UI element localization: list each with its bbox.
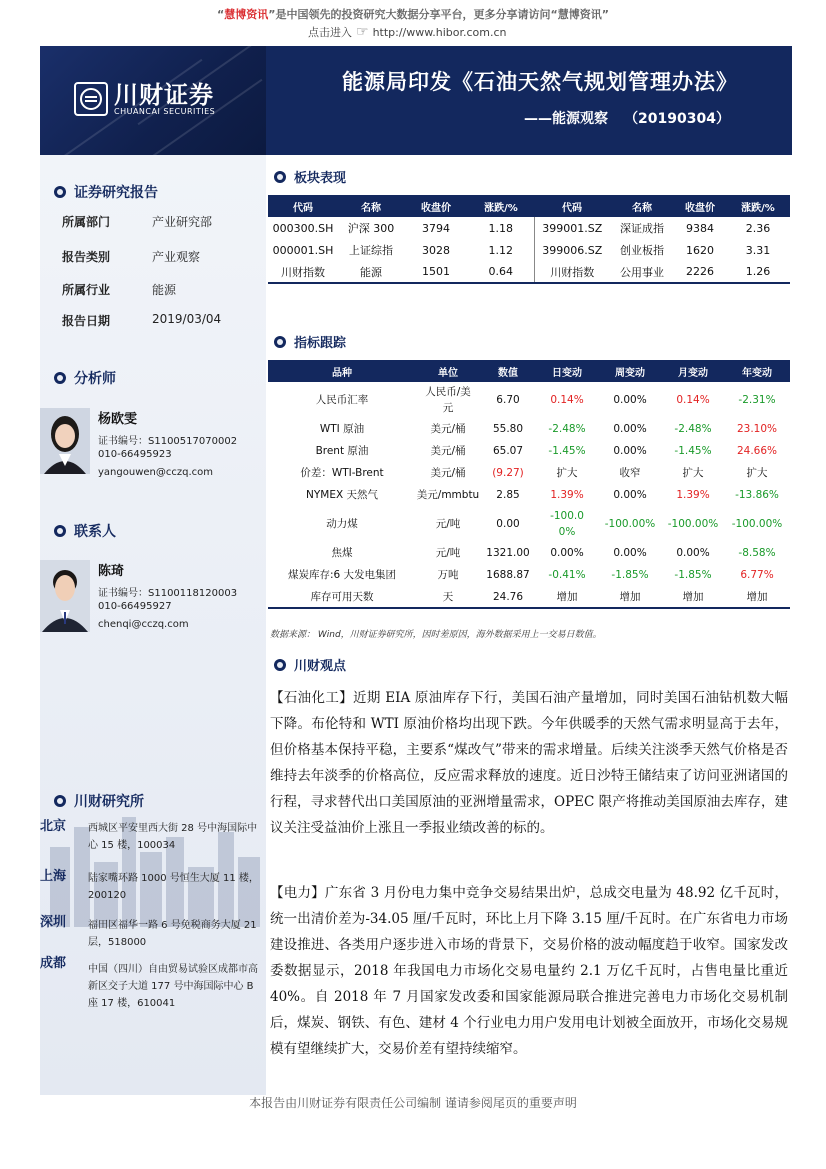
- table-cell: -2.48%: [674, 423, 712, 435]
- table-cell: Brent 原油: [315, 445, 369, 457]
- view-paragraph-power: 【电力】广东省 3 月份电力集中竞争交易结果出炉，总成交电量为 48.92 亿千瓦时，统一出清价差为-34.05 厘/千瓦时，环比上月下降 3.15 厘/千瓦时。在广东省电力市场建设推进、各类用户逐步进入市场的背景下，交易价格的波动幅度趋于收窄。国家发改委数据显示，2018 年我国电力市场化交易电量约 2.1 万亿千瓦时，占售电量比重近 40%。自 2018 年 7 月国家发改委和国家能源局联合推进完善电力市场化交易机制后，煤炭、钢铁、有色、建材 4 个行业电力用户发用电计划被全面放开，市场化交易规模有望继续扩大，交易价差有望持续缩窄。: [270, 885, 788, 1057]
- table-cell: (9.27): [492, 467, 524, 479]
- table-row: [268, 564, 790, 586]
- table-cell: 0.00%: [550, 547, 584, 559]
- table-row: [268, 382, 790, 418]
- table-cell: 2.85: [496, 489, 520, 501]
- table-cell: -1.45%: [548, 445, 586, 457]
- office-city-shenzhen: 深圳: [40, 915, 67, 930]
- table-cell: -100.00%: [731, 518, 783, 530]
- sector-heading: 板块表现: [274, 167, 346, 186]
- sector-table: [268, 195, 790, 284]
- banner-brand[interactable]: 慧博资讯: [224, 8, 269, 21]
- office-city-beijing: 北京: [40, 819, 67, 834]
- contact-phone: 010-66495927: [98, 601, 172, 612]
- analyst-phone: 010-66495923: [98, 449, 172, 460]
- report-subtitle-date: （20190304）: [624, 111, 730, 127]
- office-address-chengdu: 中国（四川）自由贸易试验区成都市高新区交子大道 177 号中海国际中心 B 座 17 楼，610041: [88, 964, 258, 1009]
- logo-name-cn: 川财证券: [114, 80, 214, 109]
- section-bullet-icon: [274, 171, 286, 183]
- info-row-date: 报告日期 2019/03/04: [62, 312, 222, 328]
- logo-mark-icon: [74, 82, 108, 116]
- table-cell: 增加: [746, 590, 768, 603]
- table-cell: 扩大: [746, 467, 768, 479]
- indicators-table: [268, 360, 790, 609]
- analyst-cert: 证书编号：S1100517070002: [98, 436, 238, 447]
- table-cell: 1321.00: [486, 547, 530, 559]
- top-banner: [0, 0, 826, 46]
- report-section-heading: 证券研究报告: [54, 182, 158, 202]
- table-cell: -100.0 0%: [550, 510, 584, 538]
- analyst-email[interactable]: yangouwen@cczq.com: [98, 467, 213, 478]
- table-cell: 万吨: [437, 569, 459, 581]
- info-row-department: 所属部门 产业研究部: [62, 215, 213, 229]
- contact-section-heading: 联系人: [54, 521, 116, 541]
- table-cell: 人民币/美 元: [425, 386, 471, 414]
- table-cell: 美元/桶: [430, 467, 466, 479]
- table-cell: 天: [442, 590, 454, 603]
- logo-name-en: CHUANCAI SECURITIES: [114, 106, 216, 116]
- section-bullet-icon: [54, 372, 66, 384]
- contact-card: [40, 560, 266, 640]
- table-row: 000001.SH 上证综指 3028 1.12 399006.SZ 创业板指 1620 3.31: [268, 239, 790, 261]
- table-cell: 0.00%: [676, 547, 710, 559]
- table-cell: 人民币汇率: [315, 394, 369, 406]
- table-cell: 美元/桶: [430, 423, 466, 435]
- table-cell: -8.58%: [738, 547, 776, 559]
- section-bullet-icon: [274, 659, 286, 671]
- table-cell: 扩大: [682, 467, 704, 479]
- table-cell: 0.00%: [613, 445, 647, 457]
- table-row: [268, 586, 790, 608]
- table-cell: 库存可用天数: [310, 590, 374, 603]
- table-cell: 扩大: [556, 467, 578, 479]
- table-cell: 0.14%: [550, 394, 584, 406]
- section-bullet-icon: [54, 795, 66, 807]
- table-cell: 美元/mmbtu: [416, 489, 480, 501]
- table-cell: -100.00%: [604, 518, 656, 530]
- table-row: 000300.SH 沪深 300 3794 1.18 399001.SZ 深证成指 9384 2.36: [268, 217, 790, 239]
- table-cell: 0.00: [496, 518, 520, 530]
- section-bullet-icon: [54, 186, 66, 198]
- table-cell: 增加: [619, 590, 641, 603]
- contact-avatar: [40, 560, 90, 632]
- company-logo: [74, 82, 215, 116]
- info-row-industry: 所属行业 能源: [62, 283, 177, 297]
- table-cell: 55.80: [492, 423, 524, 435]
- analyst-name: 杨欧雯: [98, 412, 138, 427]
- table-header-row: 品种 单位 数值 日变动 周变动 月变动 年变动: [268, 360, 790, 382]
- sidebar: [40, 155, 266, 1095]
- table-cell: 1688.87: [486, 569, 530, 581]
- table-cell: -13.86%: [735, 489, 779, 501]
- table-row: [268, 418, 790, 440]
- table-cell: 0.00%: [613, 547, 647, 559]
- office-city-chengdu: 成都: [40, 956, 67, 971]
- section-bullet-icon: [274, 336, 286, 348]
- table-cell: 0.14%: [676, 394, 710, 406]
- table-row: [268, 462, 790, 484]
- pointer-hand-icon: ☞: [356, 24, 369, 40]
- table-cell: -0.41%: [548, 569, 586, 581]
- banner-link[interactable]: 点击进入 ☞ http://www.hibor.com.cn: [308, 24, 507, 40]
- table-cell: WTI 原油: [319, 423, 365, 435]
- analyst-section-heading: 分析师: [54, 368, 116, 388]
- indicators-heading: 指标跟踪: [274, 332, 346, 351]
- table-cell: 24.66%: [736, 445, 778, 457]
- table-cell: 焦煤: [331, 547, 353, 559]
- logo-panel: [40, 46, 266, 155]
- table-cell: 收窄: [619, 467, 641, 479]
- table-row: 川财指数 能源 1501 0.64 川财指数 公用事业 2226 1.26: [268, 261, 790, 283]
- info-row-category: 报告类别 产业观察: [62, 250, 201, 264]
- table-cell: 0.00%: [613, 423, 647, 435]
- table-cell: 价差：WTI-Brent: [300, 467, 384, 479]
- table-cell: -1.45%: [674, 445, 712, 457]
- banner-url[interactable]: http://www.hibor.com.cn: [372, 25, 507, 39]
- section-bullet-icon: [54, 525, 66, 537]
- page-footer: 本报告由川财证券有限责任公司编制 谨请参阅尾页的重要声明: [249, 1096, 577, 1110]
- analyst-avatar: [40, 408, 90, 474]
- table-cell: 0.00%: [613, 489, 647, 501]
- office-address-shenzhen: 福田区福华一路 6 号免税商务大厦 21 层，518000: [88, 920, 257, 948]
- table-cell: 美元/桶: [430, 445, 466, 457]
- table-cell: -1.85%: [611, 569, 649, 581]
- table-cell: 0.00%: [613, 394, 647, 406]
- report-title: 能源局印发《石油天然气规划管理办法》: [342, 69, 738, 94]
- table-cell: 24.76: [492, 590, 524, 603]
- table-cell: 23.10%: [736, 423, 778, 435]
- table-row: [268, 440, 790, 462]
- analyst-card: [40, 408, 266, 488]
- table-cell: -2.31%: [738, 394, 776, 406]
- office-city-shanghai: 上海: [40, 869, 67, 884]
- contact-email[interactable]: chenqi@cczq.com: [98, 619, 189, 630]
- table-cell: 1.39%: [676, 489, 710, 501]
- report-subtitle: ——能源观察: [524, 111, 608, 127]
- view-paragraph-petrochemical: 【石油化工】近期 EIA 原油库存下行，美国石油产量增加，同时美国石油钻机数大幅下降。布伦特和 WTI 原油价格均出现下跌。今年供暖季的天然气需求明显高于去年，但价格基本保持平稳，主要系“煤改气”带来的需求增量。后续关注淡季天然气价格是否维持去年淡季的价格高位，反应需求释放的速度。近日沙特王储结束了访问亚洲诸国的行程，寻求替代出口美国原油的亚洲增量需求，OPEC 限产将推动美国原油去库存，建议关注受益油价上涨且一季报业绩改善的标的。: [270, 690, 788, 836]
- report-header: [40, 46, 792, 155]
- views-heading: 川财观点: [274, 655, 346, 674]
- table-cell: -1.85%: [674, 569, 712, 581]
- table-row: [268, 506, 790, 542]
- table-cell: 6.70: [496, 394, 520, 406]
- contact-name: 陈琦: [98, 564, 125, 579]
- table-cell: 6.77%: [740, 569, 774, 581]
- data-source-note: 数据来源： Wind，川财证券研究所，因时差原因，海外数据采用上一交易日数值。: [270, 630, 602, 640]
- banner-line: “慧博资讯”是中国领先的投资研究大数据分享平台，更多分享请访问“慧博资讯”: [217, 8, 609, 21]
- office-address-shanghai: 陆家嘴环路 1000 号恒生大厦 11 楼，200120: [88, 873, 259, 901]
- table-cell: 动力煤: [326, 518, 358, 530]
- table-cell: 元/吨: [435, 518, 461, 530]
- title-panel: [266, 46, 792, 155]
- table-cell: 增加: [682, 590, 704, 603]
- contact-cert: 证书编号：S1100118120003: [98, 588, 238, 599]
- table-cell: NYMEX 天然气: [306, 489, 378, 501]
- table-cell: -2.48%: [548, 423, 586, 435]
- table-cell: 1.39%: [550, 489, 584, 501]
- table-row: [268, 542, 790, 564]
- table-cell: -100.00%: [667, 518, 719, 530]
- table-cell: 煤炭库存:6 大发电集团: [287, 569, 397, 581]
- table-cell: 元/吨: [435, 547, 461, 559]
- table-cell: 65.07: [492, 445, 524, 457]
- table-row: [268, 484, 790, 506]
- institute-section-heading: 川财研究所: [54, 791, 144, 811]
- table-cell: 增加: [556, 590, 578, 603]
- table-header-row: 代码 名称 收盘价 涨跌/% 代码 名称 收盘价 涨跌/%: [268, 195, 790, 217]
- office-address-beijing: 西城区平安里西大街 28 号中海国际中心 15 楼，100034: [88, 823, 258, 851]
